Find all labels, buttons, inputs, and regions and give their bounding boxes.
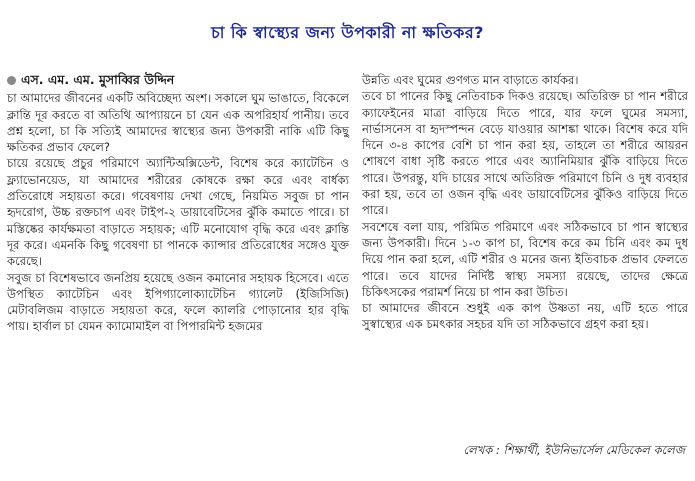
byline: লেখক : শিক্ষার্থী, ইউনিভার্সেল মেডিকেল কলেজ <box>463 443 685 457</box>
paragraph-conclusion: সবশেষে বলা যায়, পরিমিত পরিমাণে এবং সঠিকভাবে চা পান স্বাস্থ্যের জন্য উপকারী। দিনে ১-৩ কাপ চা, বিশেষ করে কম চিনি এবং কম দুধ দিয়ে পান করা হলে, এটি শরীর ও মনের জন্য ইতিবাচক প্রভাব ফেলতে পারে। তবে যাদের নির্দিষ্ট স্বাস্থ্য সমস্যা রয়েছে, তাদের ক্ষেত্রে চিকিৎসকের পরামর্শ নিয়ে চা পান করা উচিত। <box>362 219 688 299</box>
paragraph-negatives: তবে চা পানের কিছু নেতিবাচক দিকও রয়েছে। অতিরিক্ত চা পান শরীরে ক্যাফেইনের মাত্রা বাড়িয়ে দিতে পারে, যার ফলে ঘুমের সমস্যা, নার্ভাসনেস বা হৃদস্পন্দন বেড়ে যাওয়ার আশঙ্কা থাকে। বিশেষ করে যদি দিনে ৩-৪ কাপের বেশি চা পান করা হয়, তাহলে তা শরীরে আয়রন শোষণে বাধা সৃষ্টি করতে পারে এবং অ্যানিমিয়ার ঝুঁকি বাড়িয়ে দিতে পারে। উপরন্তু, যদি চায়ের সাথে অতিরিক্ত পরিমাণে চিনি ও দুধ ব্যবহার করা হয়, তবে তা ওজন বৃদ্ধি এবং ডায়াবেটিসের ঝুঁকিও বাড়িয়ে দিতে পারে। <box>362 89 688 218</box>
paragraph-continuation: উন্নতি এবং ঘুমের গুণগত মান বাড়াতে কার্যকর। <box>362 73 579 87</box>
paragraph-green-tea: সবুজ চা বিশেষভাবে জনপ্রিয় হয়েছে ওজন কমানোর সহায়ক হিসেবে। এতে উপস্থিত ক্যাটেচিন এবং ইপিগ্যালোক্যাটেচিন গ্যালেট (ইজিসিজি) মেটাবলিজম বাড়াতে সহায়তা করে, ফলে ক্যালরি পোড়ানোর হার বৃদ্ধি পায়। হার্বাল চা যেমন ক্যামোমাইল বা পিপারমিন্ট হজমের <box>7 270 349 334</box>
bullet-icon <box>7 76 16 85</box>
right-column <box>362 72 688 333</box>
author-line <box>7 72 349 88</box>
left-column <box>7 72 349 335</box>
author-name: এস. এম. এম. মুসাব্বির উদ্দিন <box>21 72 175 87</box>
paragraph-closing: চা আমাদের জীবনে শুধুই এক কাপ উষ্ণতা নয়, এটি হতে পারে সুস্বাস্থ্যের এক চমৎকার সহচর যদি তা সঠিকভাবে গ্রহণ করা হয়। <box>362 301 688 332</box>
headline: চা কি স্বাস্থ্যের জন্য উপকারী না ক্ষতিকর? <box>211 23 484 42</box>
paragraph-intro: চা আমাদের জীবনের একটি অবিচ্ছেদ্য অংশ। সকালে ঘুম ভাঙাতে, বিকেলে ক্লান্তি দূর করতে বা অতিথি আপ্যায়নে চা যেন এক অপরিহার্য পানীয়। তবে প্রশ্ন হলো, চা কি সত্যিই আমাদের স্বাস্থ্যের জন্য উপকারী নাকি এটি কিছু ক্ষতিকর প্রভাব ফেলে? <box>7 91 349 155</box>
paragraph-benefits: চায়ে রয়েছে প্রচুর পরিমাণে অ্যান্টিঅক্সিডেন্ট, বিশেষ করে ক্যাটেচিন ও ফ্ল্যাভোনয়েড, যা আমাদের শরীরের কোষকে রক্ষা করে এবং বার্ধক্য প্রতিরোধে সহায়তা করে। গবেষণায় দেখা গেছে, নিয়মিত সবুজ চা পান হৃদরোগ, উচ্চ রক্তচাপ এবং টাইপ-২ ডায়াবেটিসের ঝুঁকি কমাতে পারে। চা মস্তিষ্কের কার্যক্ষমতা বাড়াতে সহায়ক; এটি মনোযোগ বৃদ্ধি করে এবং ক্লান্তি দূর করে। এমনকি কিছু গবেষণা চা পানকে ক্যান্সার প্রতিরোধের সঙ্গেও যুক্ত করেছে। <box>7 156 349 269</box>
